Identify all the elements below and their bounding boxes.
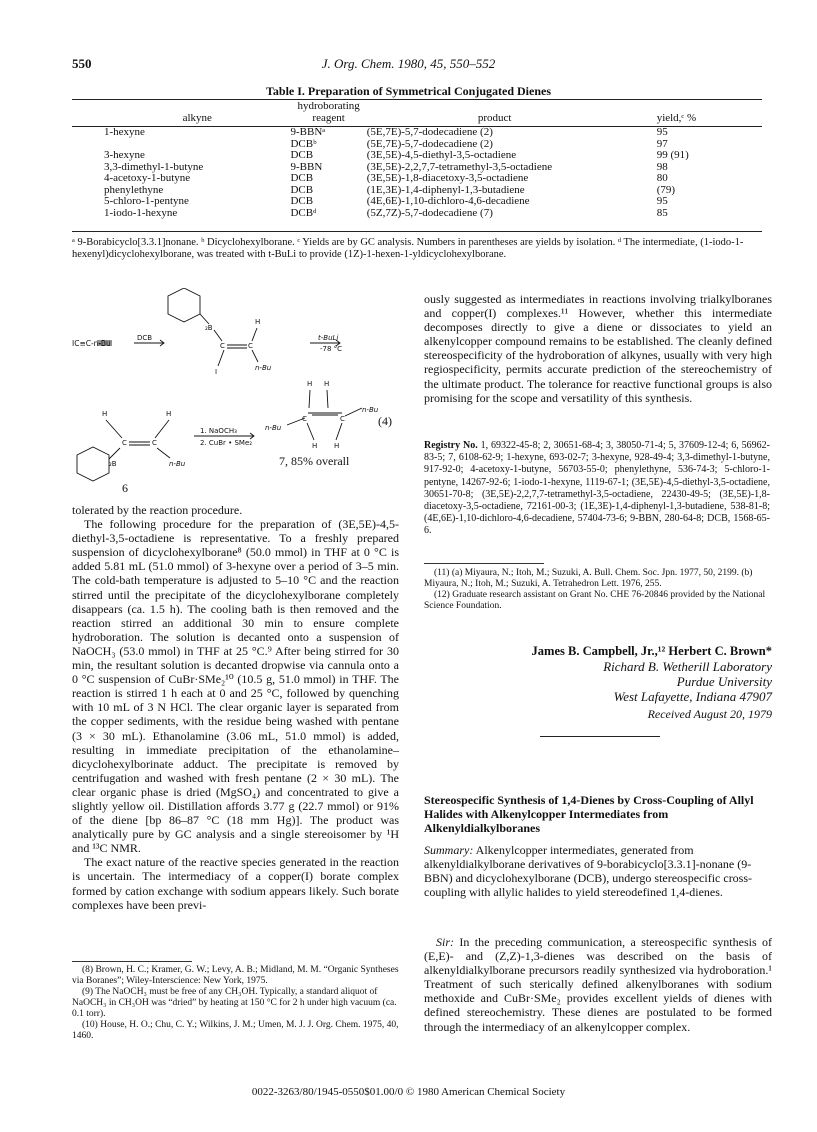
reagent-temp: -78 °C (320, 345, 343, 353)
boron-label-6: ₂B (109, 460, 117, 468)
cell-yield: 95 (656, 195, 668, 207)
cell-reagent: DCB (290, 149, 314, 161)
table-top-rule (72, 99, 762, 100)
cell-product: (4E,6E)-1,10-dichloro-4,6-decadiene (366, 195, 530, 207)
cell-product: (1E,3E)-1,4-diphenyl-1,3-butadiene (366, 183, 525, 196)
registry-label: Registry No. (424, 440, 478, 451)
page-number: 550 (72, 56, 92, 71)
authors: James B. Campbell, Jr.,¹² Herbert C. Brown* (531, 644, 772, 658)
cell-alkyne: 3,3-dimethyl-1-butyne (104, 160, 204, 173)
footnote-rule (72, 961, 192, 962)
table-row (72, 208, 762, 220)
c-label: C (248, 342, 253, 350)
cell-reagent: DCB (290, 172, 314, 184)
cell-alkyne: 5-chloro-1-pentyne (104, 195, 189, 207)
table-footnotes: ᵃ 9-Borabicyclo[3.3.1]nonane. ᵇ Dicyclohexylborane. ᶜ Yields are by GC analysis. Numbers in parentheses are yields by isolation. ᵈ The intermediate, (1-iodo-1-hexenyl)dicyclohexylborane, was treated with t-BuLi to provide (1Z)-1-hexen-1-yldicyclohexylborane. (72, 237, 744, 260)
reference-11: (11) (a) Miyaura, N.; Itoh, M.; Suzuki, A. Bull. Chem. Soc. Jpn. 1977, 50, 2199. (b) Miyaura, N.; Itoh, M.; Suzuki, A. Tetrahedron Lett. 1976, 255. (424, 568, 753, 589)
table-title: Table I. Preparation of Symmetrical Conjugated Dienes (266, 84, 551, 98)
equation-number: (4) (378, 414, 392, 428)
cell-reagent: DCB (290, 183, 314, 196)
reference-9: (9) The NaOCH₃ must be free of any CH₃OH. Typically, a standard aliquot of NaOCH₃ in CH₃OH was “dried” by heating at 150 °C for 2 h under high vacuum (ca. 0.1 torr). (72, 987, 397, 1019)
next-article-title: Stereospecific Synthesis of 1,4-Dienes by Cross-Coupling of Allyl Halides with Alkenylcopper Intermediates from Alkenyldialkylboranes (424, 793, 754, 835)
sir-text: In the preceding communication, a stereospecific synthesis of (E,E)- and (Z,Z)-1,3-dienes was described on the basis of alkenyldialkylborane precursors readily synthesized via hydroboration.¹ Treatment of such sterically defined alkenylboranes with sodium methoxide and CuBr·SMe₂ provides excellent yields of dienes with defined stereochemistry. These dienes are postulated to be formed through the intermediacy of an alkenylcopper complex. (424, 935, 772, 1034)
compound-6-label: 6 (122, 481, 128, 495)
references-right (424, 568, 770, 612)
h-label: H (307, 380, 313, 388)
affiliation-line: West Lafayette, Indiana 47907 (613, 689, 772, 704)
c-label: C (220, 342, 225, 350)
cell-alkyne: 4-acetoxy-1-butyne (104, 172, 191, 184)
h-label: H (334, 442, 340, 450)
h-label: H (324, 380, 330, 388)
next-article-summary (424, 843, 772, 899)
cell-alkyne: 3-hexyne (104, 149, 145, 161)
article-separator (540, 736, 660, 737)
cell-yield: 97 (656, 137, 668, 150)
c-label: C (152, 439, 157, 447)
h-label: H (255, 318, 261, 326)
boron-label-top: ₂B (205, 324, 213, 332)
next-article-body (424, 935, 772, 1034)
col-header-yield: yield,ᶜ % (656, 111, 697, 124)
cell-alkyne: phenylethyne (104, 183, 164, 196)
cell-yield: (79) (656, 183, 676, 196)
affiliation-line: Purdue University (676, 674, 772, 689)
nbu-label: n-Bu (255, 364, 272, 372)
cyclohexyl-ring-6 (77, 447, 109, 481)
cell-yield: 99 (91) (656, 149, 689, 161)
reagent-naoch3: 1. NaOCH₃ (200, 427, 237, 435)
cell-reagent: DCBᵇ (290, 137, 317, 150)
c-label: C (340, 415, 345, 423)
nbu-label: n-Bu (362, 406, 379, 414)
cyclohexyl-ring-top (168, 288, 200, 322)
cell-product: (5E,7E)-5,7-dodecadiene (2) (366, 137, 493, 150)
reference-10: (10) House, H. O.; Chu, C. Y.; Wilkins, J. M.; Umen, M. J. J. Org. Chem. 1975, 40, 1460. (72, 1020, 399, 1041)
cell-product: (3E,5E)-1,8-diacetoxy-3,5-octadiene (366, 172, 529, 184)
reference-12: (12) Graduate research assistant on Grant No. CHE 76-20846 provided by the National Science Foundation. (424, 590, 766, 611)
h-label: H (166, 410, 172, 418)
sir-label: Sir: (436, 935, 454, 949)
table-bottom-rule (72, 231, 762, 232)
reaction-scheme (72, 288, 412, 498)
h-label: H (312, 442, 318, 450)
reagent-cubr: 2. CuBr • SMe₂ (200, 439, 253, 447)
col-header-alkyne: alkyne (182, 111, 212, 124)
nbu-label: n-Bu (169, 460, 186, 468)
affiliation-line: Richard B. Wetherill Laboratory (603, 659, 772, 674)
col-header-product: product (477, 111, 512, 124)
journal-reference: J. Org. Chem. 1980, 45, 550–552 (321, 56, 496, 71)
cell-product: (3E,5E)-4,5-diethyl-3,5-octadiene (366, 149, 517, 161)
registry-text: 1, 69322-45-8; 2, 30651-68-4; 3, 38050-71-4; 5, 37609-12-4; 6, 56962-83-5; 7, 6108-62-9; 1-hexyne, 693-02-7; 3-hexyne, 928-49-4; 3,3-dimethyl-1-butyne, 917-92-0; 4-acetoxy-1-butyne, 56703-55-0; phenylethyne, 536-74-3; 5-chloro-1-pentyne, 14267-92-6; 1-iodo-1-hexyne, 1119-67-1; (3E,5E)-4,5-diethyl-3,5-octadiene, 30651-70-8; (3E,5E)-2,2,7,7-tetramethyl-3,5-octadiene, 22430-49-5; (3E,5E)-1,8-diacetoxy-3,5-octadiene, 72161-00-3; (1E,3E)-1,4-diphenyl-1,3-butadiene, 538-81-8; (4E,6E)-1,10-dichloro-4,6-decadiene, 57404-73-6; 9-BBN, 280-64-8; DCB, 1568-65-6. (424, 440, 770, 537)
h-label: H (102, 410, 108, 418)
registry-numbers (424, 440, 770, 538)
iodo-label: I (215, 368, 218, 376)
cell-yield: 95 (656, 126, 668, 138)
table-row (72, 173, 762, 185)
product-caption: 7, 85% overall (279, 454, 350, 468)
page-footer: 0022-3263/80/1945-0550$01.00/0 © 1980 American Chemical Society (251, 1086, 566, 1098)
right-column-text (424, 292, 772, 405)
c-label: C (302, 415, 307, 423)
cell-yield: 80 (656, 172, 668, 184)
reagent-tbuli: t-BuLi (318, 334, 339, 342)
received-date: Received August 20, 1979 (647, 707, 772, 721)
col-header-reagent: hydroborating reagent (297, 100, 360, 124)
reference-8: (8) Brown, H. C.; Kramer, G. W.; Levy, A. B.; Midland, M. M. “Organic Syntheses via Boranes”; Wiley-Interscience: New York, 1975. (72, 965, 399, 986)
cell-alkyne: 1-iodo-1-hexyne (104, 206, 178, 219)
paragraph: The following procedure for the preparation of (3E,5E)-4,5-diethyl-3,5-octadiene is representative. To a freshly prepared suspension of dicyclohexylborane⁸ (50.0 mmol) in THF at 0 °C is added 5.81 mL (51.0 mmol) of 3-hexyne over a period of 3–5 min. The cold-bath temperature is adjusted to 5–10 °C and the reaction stirred until the precipitate of the dicyclohexylborane completely disappears (ca. 1.5 h). The cooling bath is then removed and the reaction stirred an additional 30 min to ensure complete hydroboration. The solution is decanted onto a suspension of NaOCH₃ (53.0 mmol) in THF at 25 °C.⁹ After being stirred for 30 min, the resultant solution is decanted dropwise via cannula onto a 0 °C suspension of CuBr·SMe₂¹⁰ (10.5 g, 51.0 mmol) in THF. The reaction is stirred 1 h each at 0 and 25 °C, followed by quenching with 10 mL of 3 N HCl. The clear organic layer is separated from the copper sediments, with the residue being washed with pentane (3 × 30 mL). Ethanolamine (3.06 mL, 51.0 mmol) is added, resulting in immediate precipitation of the ethanolamine–dicyclohexylborinate adduct. The precipitate is removed by centrifugation and washed with fresh pentane (2 × 30 mL). The clear organic phase is dried (MgSO₄) and concentrated to give a slightly yellow oil. Distillation affords 3.77 g (22.7 mmol) or 91% of the diene [bp 86–87 °C (18 mm Hg)]. The product was analytically pure by GC analysis and a single stereoisomer by ¹H and ¹³C NMR. (72, 517, 399, 856)
cell-yield: 85 (656, 206, 668, 219)
footnote-rule (424, 563, 544, 564)
table-row (72, 196, 762, 208)
paragraph: ously suggested as intermediates in reactions involving trialkylboranes and copper(I) complexes.¹¹ However, whether this intermediate decomposes directly to give a diene or dissociates to yield an alkenylcopper compound remains to be established. The cleanly defined stereospecificity of the hydroboration of alkynes, usually with very high regiospecificity, permits accurate prediction of the stereochemistry of the ultimate product. The tolerance for reactive functional groups is also promising for the scope and versatility of this synthesis. (424, 292, 772, 405)
left-column-text (72, 503, 399, 912)
paragraph: tolerated by the reaction procedure. (72, 503, 243, 517)
affiliation (424, 659, 772, 704)
cell-product: (5Z,7Z)-5,7-dodecadiene (7) (366, 206, 493, 219)
reagent-dcb: DCB (137, 334, 153, 342)
cell-product: (3E,5E)-2,2,7,7-tetramethyl-3,5-octadiene (366, 160, 553, 173)
paragraph: The exact nature of the reactive species generated in the reaction is uncertain. The intermediacy of a copper(I) borate complex formed by cation exchange with sodium appears likely. Such borate complexes have been previ- (72, 855, 399, 912)
cell-reagent: 9-BBN (290, 160, 323, 173)
cell-reagent: DCBᵈ (290, 206, 317, 219)
cell-reagent: 9-BBNᵃ (290, 126, 326, 138)
cell-product: (5E,7E)-5,7-dodecadiene (2) (366, 126, 493, 138)
cell-yield: 98 (656, 160, 668, 173)
c-label: C (122, 439, 127, 447)
nbu-label: n-Bu (265, 424, 282, 432)
table-row (72, 127, 762, 139)
table-row (72, 150, 762, 162)
dienes-table (72, 101, 762, 219)
cell-alkyne: 1-hexyne (104, 126, 145, 138)
starting-alkyne: IC≡C-n-Bu (72, 339, 111, 348)
summary-text: Alkenylcopper intermediates, generated from alkenyldialkylborane derivatives of 9-borabicyclo[3.3.1]-nonane (9-BBN) and dicyclohexylborane (DCB), undergo stereospecific cross-coupling with allylic halides to yield stereodefined 1,4-dienes. (424, 843, 753, 900)
references-left (72, 965, 399, 1042)
cell-reagent: DCB (290, 195, 314, 207)
summary-label: Summary: (424, 843, 474, 857)
